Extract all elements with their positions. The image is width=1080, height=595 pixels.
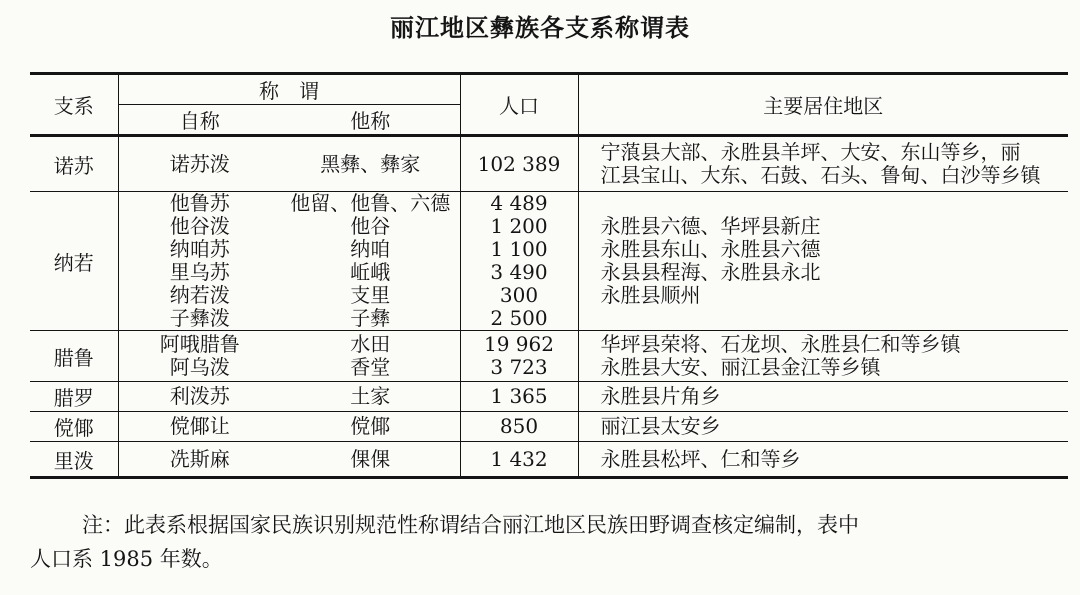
population-cell	[460, 412, 578, 442]
population-cell-line: 1 100	[490, 237, 548, 261]
region-cell-line: 永胜县六德、华坪县新庄	[600, 214, 821, 238]
region-cell	[578, 136, 1068, 192]
population-cell-line: 3 723	[490, 355, 548, 379]
region-cell-line: 永胜县顺州	[600, 283, 701, 307]
other-name-cell-line: 水田	[350, 332, 391, 356]
other-name-cell	[281, 136, 460, 192]
region-cell-line: 永胜县松坪、仁和等乡	[600, 446, 801, 471]
population-cell-line: 19 962	[484, 332, 554, 356]
population-cell-line: 2 500	[490, 306, 548, 330]
branch-cell: 傥倻	[30, 412, 118, 442]
population-cell-line: 102 389	[477, 151, 561, 176]
region-cell-line: 丽江县太安乡	[600, 414, 721, 438]
table-row	[30, 442, 1068, 478]
header-branch: 支系	[30, 74, 118, 136]
other-name-cell	[281, 192, 460, 331]
table-title: 丽江地区彝族各支系称谓表	[390, 14, 690, 42]
self-name-cell	[118, 442, 281, 478]
self-name-cell	[118, 382, 281, 412]
self-name-cell-line: 里乌苏	[169, 260, 230, 284]
table-row	[30, 412, 1068, 442]
header-row-1	[30, 74, 1068, 105]
header-self-name: 自称	[118, 105, 281, 136]
other-name-cell-line: 他留、他鲁、六德	[290, 191, 451, 215]
region-cell	[578, 442, 1068, 478]
region-cell	[578, 331, 1068, 382]
region-cell-line: 江县宝山、大东、石鼓、石头、鲁甸、白沙等乡镇	[600, 163, 1041, 187]
self-name-cell-line: 傥倻让	[169, 414, 230, 438]
other-name-cell-line: 傥倻	[350, 414, 391, 438]
footnote-line-2: 人口系 1985 年数。	[30, 547, 223, 571]
region-cell-line: 永胜县片角乡	[600, 384, 721, 408]
population-cell-line: 3 490	[490, 260, 548, 284]
other-name-cell-line: 黑彝、彝家	[320, 151, 421, 176]
other-name-cell-line: 他谷	[350, 214, 391, 238]
self-name-cell-line: 利泼苏	[169, 384, 230, 408]
other-name-cell	[281, 442, 460, 478]
population-cell-line: 1 432	[490, 446, 548, 471]
region-cell-line: 永县县程海、永胜县永北	[600, 260, 821, 284]
other-name-cell	[281, 412, 460, 442]
branch-cell: 诺苏	[30, 136, 118, 192]
population-cell-line: 300	[499, 283, 539, 307]
footnote-line-1: 注：此表系根据国家民族识别规范性称谓结合丽江地区民族田野调查核定编制，表中	[82, 513, 859, 537]
self-name-cell	[118, 412, 281, 442]
other-name-cell	[281, 331, 460, 382]
self-name-cell	[118, 192, 281, 331]
header-region: 主要居住地区	[578, 74, 1068, 136]
self-name-cell-line: 子彝泼	[169, 306, 230, 330]
branch-cell: 腊罗	[30, 382, 118, 412]
region-cell	[578, 412, 1068, 442]
table-row	[30, 192, 1068, 331]
self-name-cell-line: 他谷泼	[169, 214, 230, 238]
branch-cell: 纳若	[30, 192, 118, 331]
self-name-cell-line: 阿乌泼	[169, 355, 230, 379]
table-row	[30, 331, 1068, 382]
region-cell-line: 永胜县东山、永胜县六德	[600, 237, 821, 261]
header-other-name: 他称	[281, 105, 460, 136]
region-cell-line: 华坪县荣将、石龙坝、永胜县仁和等乡镇	[600, 332, 961, 356]
self-name-cell	[118, 136, 281, 192]
population-cell-line: 1 200	[490, 214, 548, 238]
self-name-cell-line: 冼斯麻	[169, 446, 230, 471]
other-name-cell-line: 支里	[350, 283, 391, 307]
self-name-cell-line: 纳若泼	[169, 283, 230, 307]
population-cell-line: 1 365	[490, 384, 548, 408]
population-cell-line: 850	[499, 414, 539, 438]
header-population: 人口	[460, 74, 578, 136]
branch-cell: 腊鲁	[30, 331, 118, 382]
region-cell-line: 永胜县大安、丽江县金江等乡镇	[600, 355, 881, 379]
other-name-cell-line: 子彝	[350, 306, 391, 330]
region-cell	[578, 382, 1068, 412]
other-name-cell-line: 香堂	[350, 355, 391, 379]
table-row	[30, 136, 1068, 192]
region-cell-line: 宁蒗县大部、永胜县羊坪、大安、东山等乡，丽	[600, 140, 1021, 164]
appellation-table	[30, 72, 1068, 479]
region-cell	[578, 192, 1068, 331]
other-name-cell	[281, 382, 460, 412]
population-cell	[460, 136, 578, 192]
header-appellation: 称 谓	[118, 74, 460, 105]
population-cell	[460, 331, 578, 382]
population-cell	[460, 192, 578, 331]
self-name-cell-line: 阿哦腊鲁	[159, 332, 240, 356]
self-name-cell-line: 他鲁苏	[169, 191, 230, 215]
table-row	[30, 382, 1068, 412]
footnote	[30, 508, 1070, 576]
other-name-cell-line: 岴峨	[350, 260, 391, 284]
self-name-cell	[118, 331, 281, 382]
other-name-cell-line: 倮倮	[350, 446, 391, 471]
population-cell-line: 4 489	[490, 191, 548, 215]
self-name-cell-line: 纳咱苏	[169, 237, 230, 261]
self-name-cell-line: 诺苏泼	[169, 151, 230, 176]
population-cell	[460, 382, 578, 412]
other-name-cell-line: 纳咱	[350, 237, 391, 261]
population-cell	[460, 442, 578, 478]
other-name-cell-line: 土家	[350, 384, 391, 408]
branch-cell: 里泼	[30, 442, 118, 478]
